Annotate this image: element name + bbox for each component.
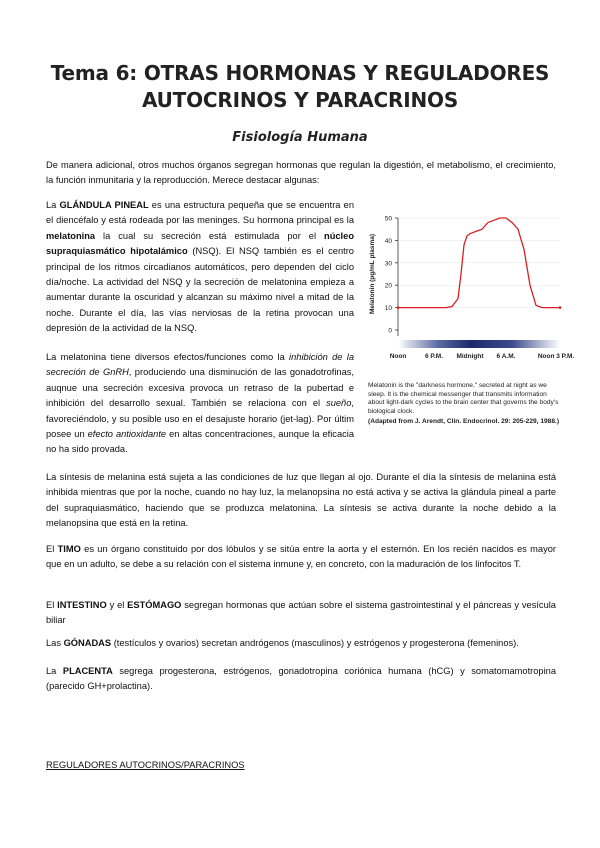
effects-text-4: en altas concentraciones, aunque la eficacia no ha sido provada. (46, 429, 355, 455)
gnrh-term: inhibición de la secreción de GnRH (46, 352, 354, 378)
thymus-term: TIMO (57, 544, 81, 554)
stomach-term: ESTÓMAGO (127, 600, 182, 610)
intestine-paragraph (46, 598, 556, 629)
pineal-text-1: La (46, 200, 60, 210)
x-tick-label: Noon 3 P.M. (537, 353, 575, 360)
night-band (398, 340, 560, 348)
pineal-text-4: (NSQ). El NSQ también es el centro principal de los ritmos circadianos automáticos, pero dependen del ciclo día/noche. La actividad del NSQ y la secreción de melatonina empieza a aumentar durante la oscuridad y alcanzan su máximo nivel a mitad de la noche. Durante el día, las vías nerviosas de la retina provocan una depresión de la actividad de la NSQ. (46, 246, 354, 334)
pineal-paragraph (46, 198, 354, 337)
antioxidant-term: efecto antioxidante (87, 429, 167, 440)
y-tick-label: 20 (384, 282, 392, 290)
synthesis-text: La síntesis de melanina está sujeta a las condiciones de luz que llegan al ojo. Durante el día la síntesis de melanina está inhibida mientras que por la noche, cuando no hay luz, la melanopsina no está activa y se activa la glándula pineal a parte del supraquiasmático, haciendo que se produzca melatonina. La síntesis se activa durante la noche debido a la melanopsina que está en la retina. (46, 472, 556, 529)
melatonin-chart (364, 210, 575, 382)
nsq-term: núcleo supraquiasmático hipotalámico (46, 230, 354, 257)
thymus-text-1: El (46, 544, 58, 554)
pineal-gland-term: GLÁNDULA PINEAL (59, 200, 149, 210)
title-line-2: AUTOCRINOS Y PARACRINOS (141, 88, 459, 112)
effects-text-1: La melatonina tiene diversos efectos/funciones como la (46, 352, 290, 362)
page-title (40, 60, 560, 114)
y-tick-label: 10 (384, 305, 392, 313)
section-heading: REGULADORES AUTOCRINOS/PARACRINOS (46, 760, 245, 770)
intestine-text-1: El (46, 600, 58, 610)
y-axis-label: Melatonin (pg/mL plasma) (369, 233, 376, 315)
intestine-text-2: y el (106, 600, 128, 610)
placenta-paragraph (46, 664, 556, 695)
thymus-paragraph (46, 542, 556, 573)
figure-caption-source: (Adapted from J. Arendt, Clin. Endocrinol. 29: 205-229, 1988.) (368, 418, 560, 426)
placenta-text-2: segrega progesterona, estrógenos, gonadotropina coriónica humana (hCG) y somatomamotropina (parecido GH+prolactina). (46, 666, 556, 692)
figure-caption-text: Melatonin is the "darkness hormone," secreted at night as we sleep. It is the chemical messenger that transmits information about light-dark cycles to the brain center that governs the body's biological clock. (368, 382, 559, 415)
intro-text: De manera adicional, otros muchos órganos segregan hormonas que regulan la digestión, el metabolismo, el crecimiento, la función inmunitaria y la reproducción. Merece destacar algunas: (46, 160, 556, 186)
series-point (559, 306, 562, 309)
x-tick-label: 6 P.M. (425, 353, 443, 360)
x-tick-label: Midnight (456, 353, 484, 360)
effects-text-3: , favoreciéndolo, y su posible uso en el desajuste horario (jet-lag). Por últim posee un (46, 398, 354, 440)
pineal-text-3: la cual su secreción está estimulada por el (95, 230, 325, 241)
x-tick-label: Noon (389, 353, 407, 360)
y-tick-label: 40 (384, 237, 392, 245)
y-tick-label: 30 (384, 260, 392, 268)
synthesis-paragraph (46, 470, 556, 532)
gonads-text-1: Las (46, 638, 64, 648)
sleep-term: sueño (326, 398, 352, 409)
gonads-term: GÓNADAS (63, 638, 112, 648)
page-subtitle: Fisiología Humana (232, 130, 368, 145)
melatonin-effects-paragraph (46, 350, 354, 458)
x-tick-label: 6 A.M. (496, 353, 516, 360)
intestine-text-3: segregan hormonas que actúan sobre el sistema gastrointestinal y el páncreas y vesícula biliar (46, 600, 556, 626)
effects-text-2: , produciendo una disminución de las gonadotrofinas, auqnue una secreción excesiva provoca un retraso de la pubertad e inhibición del desarrollo sexual. También se relaciona con el (46, 367, 354, 409)
melatonin-term: melatonina (46, 230, 96, 241)
gonads-paragraph (46, 636, 556, 651)
intro-paragraph (46, 158, 556, 189)
gonads-text-2: (testículos y ovarios) secretan andrógenos (masculinos) y estrógenos y progesterona (femeninos). (111, 638, 519, 648)
title-line-1: Tema 6: OTRAS HORMONAS Y REGULADORES (50, 61, 550, 85)
placenta-text-1: La (46, 666, 63, 676)
placenta-term: PLACENTA (62, 666, 113, 676)
y-tick-label: 0 (388, 327, 392, 335)
thymus-text-2: es un órgano constituido por dos lóbulos y se sitúa entre la aorta y el esternón. En los recién nacidos es mayor que en un adulto, se debe a su relación con el sistema inmune y, en concreto, con la maduración de los linfocitos T. (46, 544, 556, 570)
figure-caption (368, 382, 564, 427)
intestine-term: INTESTINO (57, 600, 107, 610)
y-tick-label: 50 (384, 215, 392, 223)
series-point (397, 306, 400, 309)
pineal-text-2: es una estructura pequeña que se encuentra en el diencéfalo y está rodeada por las meninges. Su hormona principal es la (46, 200, 354, 226)
